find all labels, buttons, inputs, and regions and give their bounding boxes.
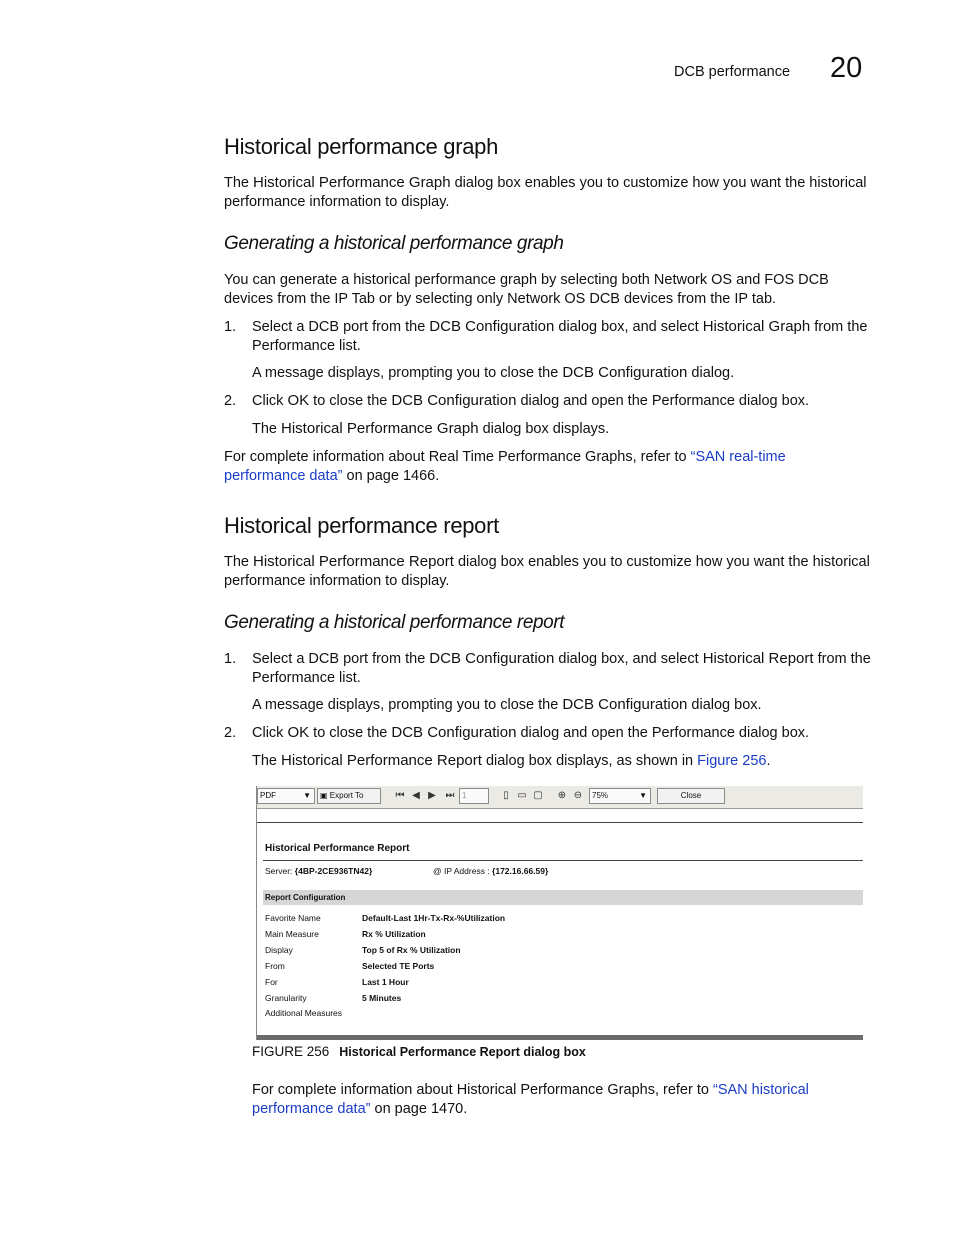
subsection-title-report: Generating a historical performance report (224, 612, 565, 633)
export-button[interactable]: ▣ Export To (317, 788, 381, 804)
ip-field: @ IP Address : {172.16.66.59} (433, 866, 549, 876)
graph-step-1: 1. Select a DCB port from the DCB Configuration dialog box, and select Historical Graph from the Performance list. (224, 318, 868, 354)
config-row-label: Main Measure (265, 928, 319, 939)
config-row-label: Granularity (265, 992, 307, 1003)
section-title-report: Historical performance report (224, 513, 499, 538)
previous-page-icon[interactable]: ◀ (412, 790, 420, 801)
graph-intro: The Historical Performance Graph dialog box enables you to customize how you want the historical performance information to display. (224, 174, 867, 210)
title-underline (263, 860, 863, 861)
link-san-historical[interactable]: “SAN historical performance data” (252, 1082, 809, 1117)
section-title-graph: Historical performance graph (224, 134, 499, 159)
graph-step-2-note: The Historical Performance Graph dialog box displays. (252, 420, 610, 437)
dialog-bottom-bar (257, 1035, 863, 1040)
link-san-realtime[interactable]: “SAN real-time performance data” (224, 449, 786, 484)
page-width-icon[interactable]: ▭ (517, 790, 527, 801)
close-button[interactable]: Close (657, 788, 725, 804)
config-row-label: From (265, 960, 285, 971)
config-row-label: Display (265, 944, 293, 955)
first-page-icon[interactable]: ⏮ (395, 790, 405, 801)
zoom-select[interactable]: 75% ▼ (589, 788, 651, 804)
config-row-value: Top 5 of Rx % Utilization (362, 944, 461, 955)
config-row-label: For (265, 976, 278, 987)
figure-caption: FIGURE 256 Historical Performance Report dialog box (252, 1044, 586, 1059)
running-header-section: DCB performance (674, 64, 791, 80)
chevron-down-icon: ▼ (639, 791, 647, 800)
report-step-2: 2. Click OK to close the DCB Configuration dialog and open the Performance dialog box. (224, 724, 810, 741)
config-row-value: Last 1 Hour (362, 976, 409, 987)
report-dialog-figure (256, 786, 863, 1040)
config-row-label: Favorite Name (265, 913, 321, 923)
zoom-out-icon[interactable]: ⊖ (573, 790, 583, 801)
link-figure-256[interactable]: Figure 256 (697, 753, 767, 769)
report-configuration-band: Report Configuration (263, 890, 863, 905)
config-row-value: Selected TE Ports (362, 960, 435, 971)
report-step-2-note: The Historical Performance Report dialog box displays, as shown in Figure 256. (252, 752, 771, 769)
dialog-toolbar (257, 786, 863, 809)
subsection-title-graph: Generating a historical performance graph (224, 233, 564, 254)
graph-step-1-note: A message displays, prompting you to close the DCB Configuration dialog. (252, 364, 735, 381)
graph-reference: For complete information about Real Time Performance Graphs, refer to “SAN real-time performance data” on page 1466. (224, 449, 786, 484)
report-reference: For complete information about Historical Performance Graphs, refer to “SAN historical performance data” on page 1470. (252, 1082, 809, 1117)
page-number-input[interactable]: 1 (459, 788, 489, 804)
whole-page-icon[interactable]: ▢ (533, 790, 543, 801)
graph-paragraph: You can generate a historical performance graph by selecting both Network OS and FOS DCB devices from the IP Tab or by selecting only Network OS DCB devices from the IP tab. (224, 272, 829, 307)
last-page-icon[interactable]: ⏭ (445, 790, 455, 801)
report-intro: The Historical Performance Report dialog box enables you to customize how you want the historical performance information to display. (224, 553, 870, 589)
config-row-label: Additional Measures (265, 1008, 343, 1019)
config-row-value: 5 Minutes (362, 992, 402, 1003)
next-page-icon[interactable]: ▶ (428, 790, 436, 801)
chapter-number: 20 (830, 52, 863, 84)
chevron-down-icon: ▼ (303, 791, 311, 800)
server-field: Server: {4BP-2CE936TN42} (265, 866, 373, 876)
report-title: Historical Performance Report (265, 843, 410, 854)
page-icon[interactable]: ▯ (503, 790, 509, 801)
config-row-value: Rx % Utilization (362, 928, 426, 939)
config-row-value: Default-Last 1Hr-Tx-Rx-%Utilization (362, 913, 506, 923)
report-step-1: 1. Select a DCB port from the DCB Configuration dialog box, and select Historical Report from the Performance list. (224, 650, 871, 686)
format-select[interactable]: PDF ▼ (257, 788, 315, 804)
toolbar-separator (257, 822, 863, 823)
save-icon: ▣ (320, 791, 328, 800)
report-step-1-note: A message displays, prompting you to close the DCB Configuration dialog box. (252, 696, 762, 713)
zoom-in-icon[interactable]: ⊕ (557, 790, 567, 801)
graph-step-2: 2. Click OK to close the DCB Configuration dialog and open the Performance dialog box. (224, 392, 810, 409)
